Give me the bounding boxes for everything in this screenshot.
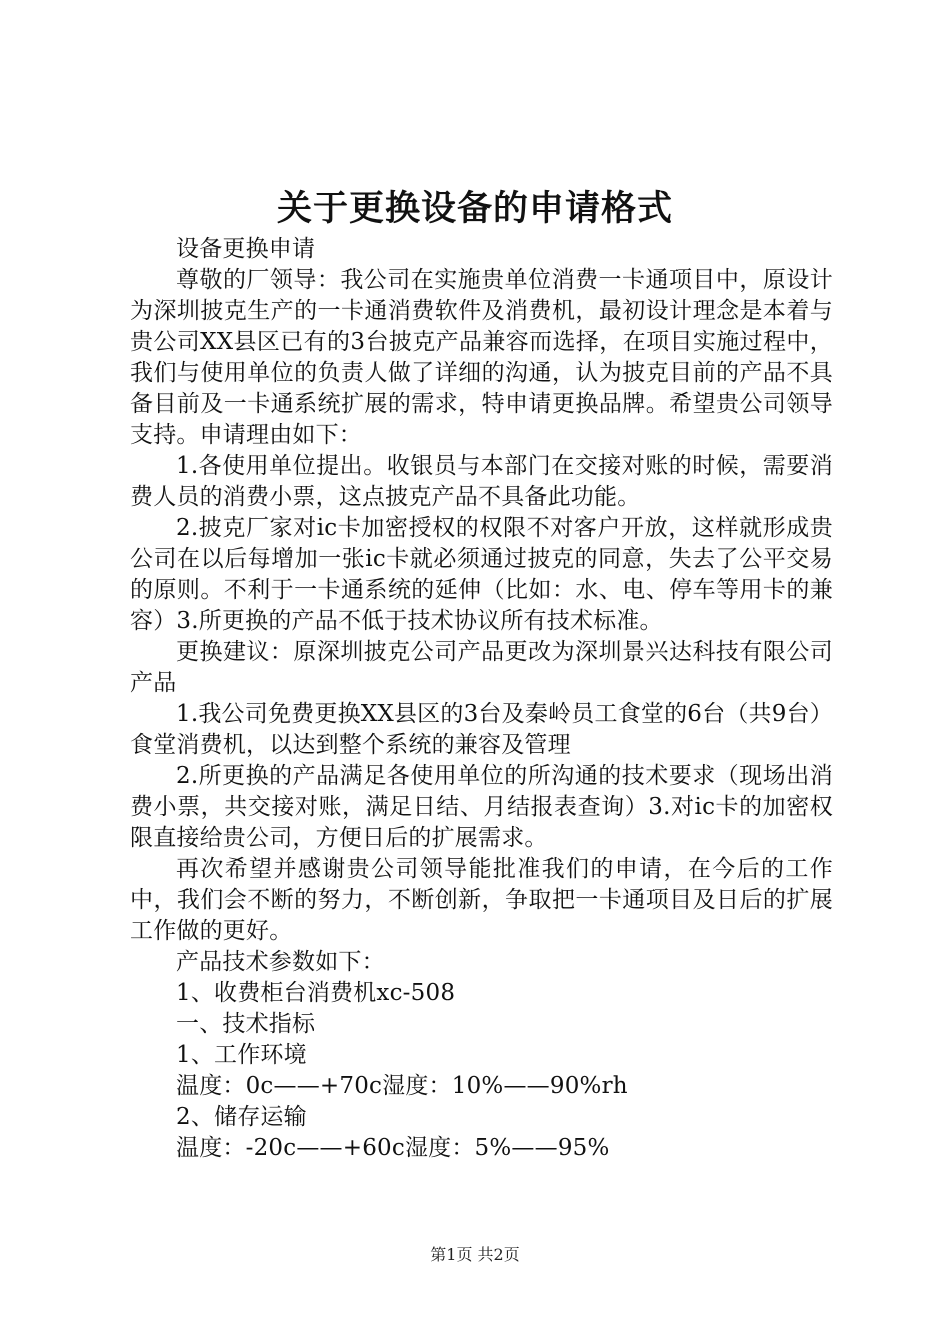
document-title: 关于更换设备的申请格式 xyxy=(276,188,673,229)
paragraph-reason-2: 2.披克厂家对ic卡加密授权的权限不对客户开放，这样就形成贵公司在以后每增加一张ic卡就必须通过披克的同意，失去了公平交易的原则。不利于一卡通系统的延伸（比如：水、电、停车等用卡的兼容）3.所更换的产品不低于技术协议所有技术标准。 xyxy=(130,515,833,634)
paragraph-spec-section: 一、技术指标 xyxy=(176,1011,316,1037)
paragraph-suggestion: 更换建议：原深圳披克公司产品更改为深圳景兴达科技有限公司产品 xyxy=(130,639,833,696)
paragraph-subject: 设备更换申请 xyxy=(176,236,316,262)
paragraph-suggestion-1: 1.我公司免费更换XX县区的3台及秦岭员工食堂的6台（共9台）食堂消费机，以达到整个系统的兼容及管理 xyxy=(130,701,833,758)
paragraph-spec-storage: 2、储存运输 xyxy=(176,1104,307,1130)
paragraph-spec-env: 1、工作环境 xyxy=(176,1042,307,1068)
paragraph-spec-storage-values: 温度：-20c——+60c湿度：5%——95% xyxy=(176,1135,610,1161)
paragraph-suggestion-2: 2.所更换的产品满足各使用单位的所沟通的技术要求（现场出消费小票，共交接对账，满足日结、月结报表查询）3.对ic卡的加密权限直接给贵公司，方便日后的扩展需求。 xyxy=(130,763,833,851)
paragraph-spec-model: 1、收费柜台消费机xc-508 xyxy=(176,980,456,1006)
paragraph-closing: 再次希望并感谢贵公司领导能批准我们的申请，在今后的工作中，我们会不断的努力，不断创新，争取把一卡通项目及日后的扩展工作做的更好。 xyxy=(130,856,833,944)
document-body xyxy=(130,234,833,1164)
paragraph-reason-1: 1.各使用单位提出。收银员与本部门在交接对账的时候，需要消费人员的消费小票，这点披克产品不具备此功能。 xyxy=(130,453,833,510)
paragraph-salutation: 尊敬的厂领导：我公司在实施贵单位消费一卡通项目中，原设计为深圳披克生产的一卡通消费软件及消费机，最初设计理念是本着与贵公司XX县区已有的3台披克产品兼容而选择，在项目实施过程中，我们与使用单位的负责人做了详细的沟通，认为披克目前的产品不具备目前及一卡通系统扩展的需求，特申请更换品牌。希望贵公司领导支持。申请理由如下： xyxy=(130,267,833,448)
paragraph-spec-heading: 产品技术参数如下： xyxy=(176,949,385,975)
page-number-footer: 第1页 共2页 xyxy=(430,1245,520,1264)
paragraph-spec-env-values: 温度：0c——+70c湿度：10%——90%rh xyxy=(176,1073,628,1099)
